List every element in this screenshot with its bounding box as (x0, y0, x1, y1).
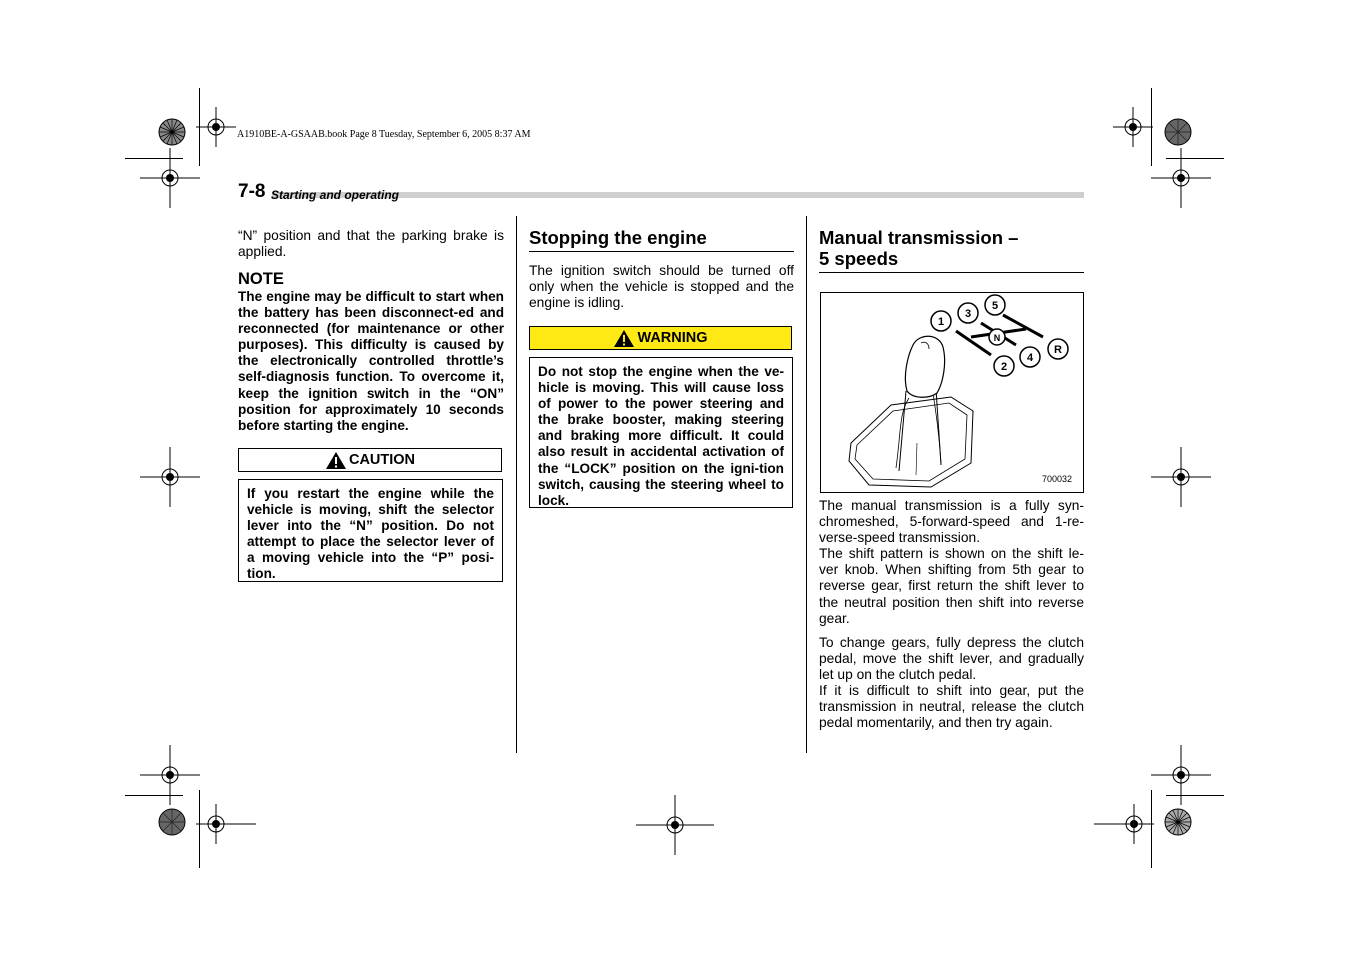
stopping-engine-paragraph: The ignition switch should be turned off only when the vehicle is stopped and the engine is idling. (529, 263, 794, 311)
column-divider (516, 216, 517, 753)
gear-label-2: 2 (1000, 361, 1008, 373)
crosshair-icon (140, 447, 200, 507)
book-info: A1910BE-A-GSAAB.book Page 8 Tuesday, September 6, 2005 8:37 AM (237, 129, 531, 140)
heading-line-2: 5 speeds (819, 248, 899, 269)
crosshair-icon (636, 795, 714, 855)
transmission-paragraph-3: To change gears, fully depress the clutch pedal, move the shift lever, and gradually let up on the clutch pedal. (819, 635, 1084, 683)
heading-line-1: Manual transmission – (819, 227, 1019, 248)
warning-label-box (529, 326, 792, 350)
transmission-paragraph-1: The manual transmission is a fully syn-chromeshed, 5-forward-speed and 1-re-verse-speed transmission. (819, 498, 1084, 546)
starburst-mark-icon (1164, 118, 1192, 146)
gear-label-n: N (993, 333, 1001, 343)
crosshair-icon (140, 745, 200, 805)
starburst-mark-icon (1164, 808, 1192, 836)
crosshair-icon (196, 804, 256, 844)
starburst-mark-icon (158, 118, 186, 146)
column-divider (806, 216, 807, 753)
manual-transmission-heading (819, 227, 1018, 269)
gear-label-1: 1 (937, 316, 945, 328)
caution-label: CAUTION (348, 452, 416, 468)
transmission-paragraph-4: If it is difficult to shift into gear, put the transmission in neutral, release the clutch pedal momentarily, and then try again. (819, 683, 1084, 731)
crosshair-icon (1113, 107, 1153, 147)
gear-label-5: 5 (991, 300, 999, 312)
warning-label: WARNING (637, 330, 708, 346)
crosshair-icon (1094, 804, 1154, 844)
warning-text: Do not stop the engine when the ve-hicle is moving. This will cause loss of power to the power steering and the brake booster, making steering and braking more difficult. It could also result in accidental activation of the “LOCK” position on the igni-tion switch, causing the steering wheel to lock. (529, 357, 793, 508)
section-title: Starting and operating (271, 188, 400, 202)
starburst-mark-icon (158, 808, 186, 836)
figure-code: 700032 (1042, 474, 1073, 484)
note-text: The engine may be difficult to start when the battery has been disconnect-ed and reconnected (for maintenance or other purposes). This difficulty is caused by the electronically controlled throttle’s self-diagnosis function. To overcome it, keep the ignition switch in the “ON” position for approximately 10 seconds before starting the engine. (238, 289, 504, 433)
warning-triangle-icon (613, 329, 635, 348)
shift-lever-figure (820, 292, 1084, 493)
caution-text: If you restart the engine while the vehicle is moving, shift the selector lever into the “N” position. Do not attempt to place the selector lever of a moving vehicle into the “P” posi-tion. (238, 479, 503, 582)
crosshair-icon (1151, 745, 1211, 805)
stopping-engine-heading: Stopping the engine (529, 227, 707, 248)
gear-label-r: R (1054, 344, 1062, 356)
crosshair-icon (1151, 447, 1211, 507)
intro-paragraph: “N” position and that the parking brake is applied. (238, 228, 504, 260)
crosshair-icon (196, 107, 236, 147)
heading-rule (529, 251, 794, 252)
gear-label-4: 4 (1026, 352, 1034, 364)
crosshair-icon (1151, 148, 1211, 208)
page-number: 7-8 (238, 181, 266, 202)
transmission-paragraph-2: The shift pattern is shown on the shift le-ver knob. When shifting from 5th gear to reverse gear, first return the shift lever to the neutral position then shift into reverse gear. (819, 546, 1084, 626)
note-label: NOTE (238, 270, 284, 288)
heading-rule (819, 272, 1084, 273)
shift-lever-illustration (821, 293, 1083, 492)
gear-label-3: 3 (964, 308, 972, 320)
caution-label-box (238, 448, 502, 472)
warning-triangle-icon (325, 451, 347, 470)
crosshair-icon (140, 148, 200, 208)
